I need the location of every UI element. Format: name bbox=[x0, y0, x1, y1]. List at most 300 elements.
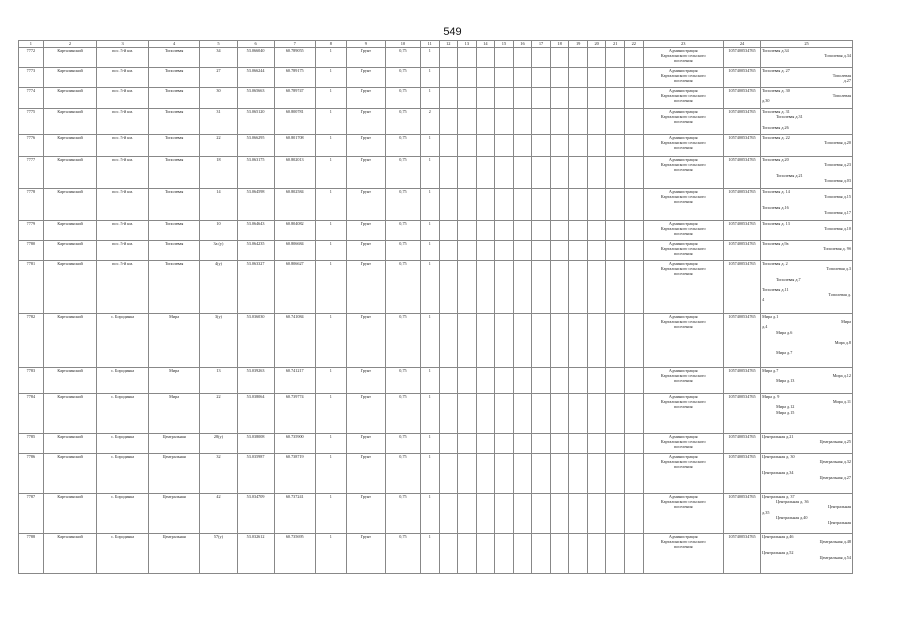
settlement-cell: пос. 5-й км. bbox=[97, 157, 149, 189]
address-line: Центральная д.52 bbox=[762, 549, 794, 555]
address-line: Тополевая д.16 bbox=[762, 204, 789, 210]
house-cell: 3(у) bbox=[200, 314, 237, 368]
column-number: 20 bbox=[587, 41, 606, 48]
empty-cell bbox=[513, 221, 532, 241]
empty-cell bbox=[513, 157, 532, 189]
longitude-cell: 60.741217 bbox=[274, 368, 315, 394]
surface-cell: Грунт bbox=[346, 434, 385, 454]
longitude-cell: 60.735695 bbox=[274, 534, 315, 574]
district-cell: Карталинский bbox=[43, 88, 97, 109]
empty-cell bbox=[495, 454, 514, 494]
container-count-cell: 1 bbox=[420, 88, 439, 109]
empty-cell bbox=[550, 189, 569, 221]
empty-cell bbox=[532, 135, 551, 157]
address-line: Тополевая д.20 bbox=[824, 140, 851, 146]
empty-cell bbox=[532, 434, 551, 454]
area-cell: 0,75 bbox=[385, 68, 420, 88]
address-line: Мира д.8 bbox=[834, 340, 851, 346]
owner-line: Карталинского сельского bbox=[660, 140, 706, 146]
empty-cell bbox=[439, 394, 458, 434]
address-line: Тополевая д.10 bbox=[824, 226, 851, 232]
table-row bbox=[19, 534, 853, 574]
owner-line: поселения bbox=[673, 324, 693, 330]
address-line: Тополевая д.3 bbox=[826, 266, 851, 272]
empty-cell bbox=[532, 314, 551, 368]
empty-cell bbox=[439, 109, 458, 135]
empty-cell bbox=[550, 135, 569, 157]
settlement-cell: пос. 5-й км. bbox=[97, 261, 149, 314]
empty-cell bbox=[587, 454, 606, 494]
surface-cell: Грунт bbox=[346, 454, 385, 494]
owner-line: поселения bbox=[673, 58, 693, 64]
ogrn-cell: 1057400534765 bbox=[723, 157, 760, 189]
empty-cell bbox=[458, 434, 477, 454]
empty-cell bbox=[587, 494, 606, 534]
column-8-cell: 1 bbox=[315, 241, 346, 261]
empty-cell bbox=[625, 494, 644, 534]
address-line: Центральная д.32 bbox=[819, 459, 851, 465]
address-line: Тополевая д. 22 bbox=[762, 135, 790, 140]
owner-cell bbox=[643, 88, 723, 109]
address-line: Тополевая д.03 bbox=[824, 177, 851, 183]
empty-cell bbox=[495, 135, 514, 157]
empty-cell bbox=[476, 368, 495, 394]
latitude-cell: 53.035987 bbox=[237, 454, 274, 494]
address-line: Мира д.13 bbox=[776, 378, 795, 384]
district-cell: Карталинский bbox=[43, 48, 97, 68]
empty-cell bbox=[569, 261, 588, 314]
empty-cell bbox=[550, 394, 569, 434]
empty-cell bbox=[587, 135, 606, 157]
empty-cell bbox=[439, 494, 458, 534]
surface-cell: Грунт bbox=[346, 48, 385, 68]
empty-cell bbox=[550, 434, 569, 454]
empty-cell bbox=[513, 88, 532, 109]
longitude-cell: 60.738719 bbox=[274, 454, 315, 494]
owner-line: Карталинского сельского bbox=[660, 73, 706, 79]
address-line: Тополевая д. 2 bbox=[762, 261, 788, 266]
latitude-cell: 53.064598 bbox=[237, 189, 274, 221]
column-number: 8 bbox=[315, 41, 346, 48]
register-body bbox=[19, 48, 853, 574]
address-line: Центральная д. 36 bbox=[776, 499, 809, 505]
empty-cell bbox=[476, 157, 495, 189]
empty-cell bbox=[495, 88, 514, 109]
street-cell: Тополевая bbox=[148, 68, 200, 88]
area-cell: 0,75 bbox=[385, 48, 420, 68]
empty-cell bbox=[476, 261, 495, 314]
column-8-cell: 1 bbox=[315, 261, 346, 314]
empty-cell bbox=[532, 494, 551, 534]
empty-cell bbox=[532, 261, 551, 314]
empty-cell bbox=[625, 189, 644, 221]
surface-cell: Грунт bbox=[346, 189, 385, 221]
column-number: 19 bbox=[569, 41, 588, 48]
empty-cell bbox=[550, 88, 569, 109]
column-8-cell: 1 bbox=[315, 394, 346, 434]
owner-line: Карталинского сельского bbox=[660, 539, 706, 545]
table-row bbox=[19, 454, 853, 494]
column-8-cell: 1 bbox=[315, 314, 346, 368]
empty-cell bbox=[569, 88, 588, 109]
surface-cell: Грунт bbox=[346, 261, 385, 314]
container-count-cell: 1 bbox=[420, 434, 439, 454]
empty-cell bbox=[606, 241, 625, 261]
owner-line: Карталинского сельского bbox=[660, 499, 706, 505]
street-cell: Центральная bbox=[148, 434, 200, 454]
address-line: д.30 bbox=[762, 98, 770, 104]
empty-cell bbox=[532, 534, 551, 574]
address-line: Тополевая д. 13 bbox=[762, 221, 790, 226]
district-cell: Карталинский bbox=[43, 157, 97, 189]
latitude-cell: 53.036030 bbox=[237, 314, 274, 368]
table-row bbox=[19, 109, 853, 135]
column-8-cell: 1 bbox=[315, 109, 346, 135]
empty-cell bbox=[513, 109, 532, 135]
empty-cell bbox=[495, 314, 514, 368]
settlement-cell: пос. 5-й км. bbox=[97, 189, 149, 221]
row-number-cell: 7785 bbox=[19, 434, 44, 454]
table-row bbox=[19, 394, 853, 434]
empty-cell bbox=[495, 261, 514, 314]
address-line: Тополевая д.31 bbox=[776, 114, 803, 120]
column-8-cell: 1 bbox=[315, 189, 346, 221]
address-line: д.4 bbox=[762, 324, 768, 330]
district-cell: Карталинский bbox=[43, 189, 97, 221]
empty-cell bbox=[587, 534, 606, 574]
address-line: Тополевая д. 9б bbox=[823, 246, 851, 252]
street-cell: Тополевая bbox=[148, 189, 200, 221]
served-addresses-cell bbox=[761, 157, 853, 189]
area-cell: 0,75 bbox=[385, 189, 420, 221]
address-line: Тополевая д.17 bbox=[824, 209, 851, 215]
owner-line: Администрация bbox=[668, 68, 698, 73]
longitude-cell: 60.789175 bbox=[274, 68, 315, 88]
longitude-cell: 60.802584 bbox=[274, 189, 315, 221]
ogrn-cell: 1057400534765 bbox=[723, 454, 760, 494]
empty-cell bbox=[625, 534, 644, 574]
longitude-cell: 60.804082 bbox=[274, 221, 315, 241]
empty-cell bbox=[587, 314, 606, 368]
table-row bbox=[19, 48, 853, 68]
ogrn-cell: 1057400534765 bbox=[723, 261, 760, 314]
table-row bbox=[19, 434, 853, 454]
owner-line: поселения bbox=[673, 271, 693, 277]
settlement-cell: с. Бородинка bbox=[97, 394, 149, 434]
container-count-cell: 2 bbox=[420, 109, 439, 135]
empty-cell bbox=[606, 368, 625, 394]
owner-line: Администрация bbox=[668, 314, 698, 319]
empty-cell bbox=[625, 261, 644, 314]
empty-cell bbox=[550, 314, 569, 368]
table-row bbox=[19, 88, 853, 109]
longitude-cell: 60.789747 bbox=[274, 88, 315, 109]
empty-cell bbox=[625, 68, 644, 88]
container-count-cell: 1 bbox=[420, 157, 439, 189]
street-cell: Тополевая bbox=[148, 88, 200, 109]
empty-cell bbox=[587, 434, 606, 454]
column-number: 18 bbox=[550, 41, 569, 48]
surface-cell: Грунт bbox=[346, 88, 385, 109]
empty-cell bbox=[625, 48, 644, 68]
empty-cell bbox=[532, 189, 551, 221]
row-number-cell: 7781 bbox=[19, 261, 44, 314]
empty-cell bbox=[513, 135, 532, 157]
surface-cell: Грунт bbox=[346, 368, 385, 394]
owner-cell bbox=[643, 261, 723, 314]
ogrn-cell: 1057400534765 bbox=[723, 109, 760, 135]
house-cell: 34 bbox=[200, 48, 237, 68]
container-count-cell: 1 bbox=[420, 221, 439, 241]
empty-cell bbox=[458, 241, 477, 261]
empty-cell bbox=[625, 394, 644, 434]
settlement-cell: с. Бородинка bbox=[97, 314, 149, 368]
address-line: Мира д.1 bbox=[762, 314, 779, 319]
served-addresses-cell bbox=[761, 368, 853, 394]
container-count-cell: 1 bbox=[420, 394, 439, 434]
empty-cell bbox=[476, 48, 495, 68]
empty-cell bbox=[476, 221, 495, 241]
owner-line: Карталинского сельского bbox=[660, 266, 706, 272]
empty-cell bbox=[550, 368, 569, 394]
empty-cell bbox=[587, 394, 606, 434]
empty-cell bbox=[513, 48, 532, 68]
latitude-cell: 53.064235 bbox=[237, 241, 274, 261]
container-count-cell: 1 bbox=[420, 189, 439, 221]
settlement-cell: с. Бородинка bbox=[97, 434, 149, 454]
column-number: 14 bbox=[476, 41, 495, 48]
address-line: Тополевая д. 14 bbox=[762, 189, 790, 194]
area-cell: 0,75 bbox=[385, 494, 420, 534]
address-line: Тополевая д. 27 bbox=[762, 68, 790, 73]
latitude-cell: 53.032612 bbox=[237, 534, 274, 574]
empty-cell bbox=[532, 368, 551, 394]
owner-line: Карталинского сельского bbox=[660, 114, 706, 120]
served-addresses-cell bbox=[761, 221, 853, 241]
ogrn-cell: 1057400534765 bbox=[723, 48, 760, 68]
container-count-cell: 1 bbox=[420, 135, 439, 157]
address-line: Тополевая д.26 bbox=[762, 124, 789, 130]
street-cell: Центральная bbox=[148, 534, 200, 574]
owner-line: Карталинского сельского bbox=[660, 246, 706, 252]
surface-cell: Грунт bbox=[346, 534, 385, 574]
empty-cell bbox=[439, 157, 458, 189]
empty-cell bbox=[569, 534, 588, 574]
address-line: Центральная д.48 bbox=[819, 539, 851, 545]
house-cell: 28(у) bbox=[200, 434, 237, 454]
district-cell: Карталинский bbox=[43, 454, 97, 494]
column-8-cell: 1 bbox=[315, 494, 346, 534]
address-line: Мира д.6 bbox=[776, 329, 793, 335]
row-number-cell: 7780 bbox=[19, 241, 44, 261]
district-cell: Карталинский bbox=[43, 261, 97, 314]
empty-cell bbox=[625, 434, 644, 454]
empty-cell bbox=[458, 221, 477, 241]
owner-cell bbox=[643, 135, 723, 157]
district-cell: Карталинский bbox=[43, 494, 97, 534]
owner-line: Карталинского сельского bbox=[660, 226, 706, 232]
house-cell: 3а (у) bbox=[200, 241, 237, 261]
address-line: Тополевая д. 30 bbox=[762, 88, 790, 93]
owner-line: Администрация bbox=[668, 157, 698, 162]
area-cell: 0,75 bbox=[385, 394, 420, 434]
owner-line: поселения bbox=[673, 444, 693, 450]
house-cell: 31 bbox=[200, 109, 237, 135]
empty-cell bbox=[513, 314, 532, 368]
longitude-cell: 60.739774 bbox=[274, 394, 315, 434]
owner-cell bbox=[643, 48, 723, 68]
address-line: Центральная bbox=[827, 504, 851, 510]
street-cell: Тополевая bbox=[148, 109, 200, 135]
ogrn-cell: 1057400534765 bbox=[723, 68, 760, 88]
empty-cell bbox=[550, 48, 569, 68]
district-cell: Карталинский bbox=[43, 368, 97, 394]
address-line: Тополевая д.15 bbox=[824, 194, 851, 200]
empty-cell bbox=[587, 221, 606, 241]
empty-cell bbox=[458, 454, 477, 494]
settlement-cell: с. Бородинка bbox=[97, 534, 149, 574]
empty-cell bbox=[569, 135, 588, 157]
column-number: 9 bbox=[346, 41, 385, 48]
column-number: 1 bbox=[19, 41, 44, 48]
empty-cell bbox=[550, 261, 569, 314]
address-line: Тополевая д.34 bbox=[762, 48, 789, 53]
house-cell: 27 bbox=[200, 68, 237, 88]
owner-line: Администрация bbox=[668, 434, 698, 439]
address-line: Мира д. 9 bbox=[762, 394, 780, 399]
empty-cell bbox=[569, 68, 588, 88]
empty-cell bbox=[532, 68, 551, 88]
house-cell: 13 bbox=[200, 368, 237, 394]
longitude-cell: 60.737241 bbox=[274, 494, 315, 534]
empty-cell bbox=[532, 88, 551, 109]
table-row bbox=[19, 494, 853, 534]
row-number-cell: 7787 bbox=[19, 494, 44, 534]
empty-cell bbox=[458, 189, 477, 221]
latitude-cell: 53.038064 bbox=[237, 394, 274, 434]
house-cell: 22 bbox=[200, 135, 237, 157]
served-addresses-cell bbox=[761, 135, 853, 157]
longitude-cell: 60.806684 bbox=[274, 241, 315, 261]
longitude-cell: 60.802013 bbox=[274, 157, 315, 189]
address-line: Тополевая bbox=[832, 93, 851, 99]
row-number-cell: 7786 bbox=[19, 454, 44, 494]
latitude-cell: 53.034709 bbox=[237, 494, 274, 534]
empty-cell bbox=[513, 454, 532, 494]
owner-line: поселения bbox=[673, 145, 693, 151]
empty-cell bbox=[495, 534, 514, 574]
empty-cell bbox=[476, 534, 495, 574]
longitude-cell: 60.789055 bbox=[274, 48, 315, 68]
served-addresses-cell bbox=[761, 534, 853, 574]
empty-cell bbox=[458, 261, 477, 314]
area-cell: 0,75 bbox=[385, 109, 420, 135]
empty-cell bbox=[495, 394, 514, 434]
empty-cell bbox=[495, 368, 514, 394]
house-cell: 14 bbox=[200, 189, 237, 221]
empty-cell bbox=[458, 394, 477, 434]
empty-cell bbox=[606, 261, 625, 314]
address-line: Центральная д. 37 bbox=[762, 494, 795, 499]
owner-line: поселения bbox=[673, 378, 693, 384]
owner-line: Администрация bbox=[668, 48, 698, 53]
owner-cell bbox=[643, 454, 723, 494]
empty-cell bbox=[458, 88, 477, 109]
container-count-cell: 1 bbox=[420, 534, 439, 574]
empty-cell bbox=[532, 109, 551, 135]
surface-cell: Грунт bbox=[346, 241, 385, 261]
empty-cell bbox=[606, 189, 625, 221]
served-addresses-cell bbox=[761, 394, 853, 434]
address-line: д.35 bbox=[762, 509, 770, 515]
served-addresses-cell bbox=[761, 434, 853, 454]
latitude-cell: 53.065663 bbox=[237, 88, 274, 109]
empty-cell bbox=[550, 157, 569, 189]
owner-line: поселения bbox=[673, 251, 693, 257]
container-count-cell: 1 bbox=[420, 454, 439, 494]
latitude-cell: 53.066295 bbox=[237, 135, 274, 157]
empty-cell bbox=[587, 261, 606, 314]
empty-cell bbox=[606, 454, 625, 494]
row-number-cell: 7784 bbox=[19, 394, 44, 434]
owner-line: поселения bbox=[673, 119, 693, 125]
empty-cell bbox=[476, 88, 495, 109]
surface-cell: Грунт bbox=[346, 221, 385, 241]
longitude-cell: 60.800781 bbox=[274, 109, 315, 135]
empty-cell bbox=[606, 434, 625, 454]
row-number-cell: 7777 bbox=[19, 157, 44, 189]
empty-cell bbox=[569, 189, 588, 221]
served-addresses-cell bbox=[761, 88, 853, 109]
page-number: 549 bbox=[443, 26, 462, 38]
owner-line: Карталинского сельского bbox=[660, 93, 706, 99]
latitude-cell: 53.064643 bbox=[237, 221, 274, 241]
owner-cell bbox=[643, 534, 723, 574]
house-cell: 22 bbox=[200, 394, 237, 434]
street-cell: Мира bbox=[148, 314, 200, 368]
empty-cell bbox=[606, 135, 625, 157]
house-cell: 10 bbox=[200, 221, 237, 241]
empty-cell bbox=[569, 434, 588, 454]
empty-cell bbox=[625, 157, 644, 189]
address-line: Мира д.15 bbox=[776, 409, 795, 415]
empty-cell bbox=[587, 88, 606, 109]
owner-line: Администрация bbox=[668, 135, 698, 140]
owner-line: поселения bbox=[673, 199, 693, 205]
empty-cell bbox=[625, 241, 644, 261]
table-row bbox=[19, 261, 853, 314]
empty-cell bbox=[439, 454, 458, 494]
row-number-cell: 7783 bbox=[19, 368, 44, 394]
served-addresses-cell bbox=[761, 109, 853, 135]
empty-cell bbox=[513, 494, 532, 534]
area-cell: 0,75 bbox=[385, 368, 420, 394]
empty-cell bbox=[495, 157, 514, 189]
owner-line: Администрация bbox=[668, 394, 698, 399]
owner-cell bbox=[643, 157, 723, 189]
street-cell: Тополевая bbox=[148, 221, 200, 241]
surface-cell: Грунт bbox=[346, 109, 385, 135]
empty-cell bbox=[532, 157, 551, 189]
owner-line: Администрация bbox=[668, 494, 698, 499]
column-number: 4 bbox=[148, 41, 200, 48]
column-number: 22 bbox=[625, 41, 644, 48]
settlement-cell: с. Бородинка bbox=[97, 454, 149, 494]
address-line: Центральная д. 30 bbox=[762, 454, 795, 459]
address-line: Центральная д.34 bbox=[762, 469, 794, 475]
settlement-cell: пос. 5-й км. bbox=[97, 68, 149, 88]
district-cell: Карталинский bbox=[43, 394, 97, 434]
